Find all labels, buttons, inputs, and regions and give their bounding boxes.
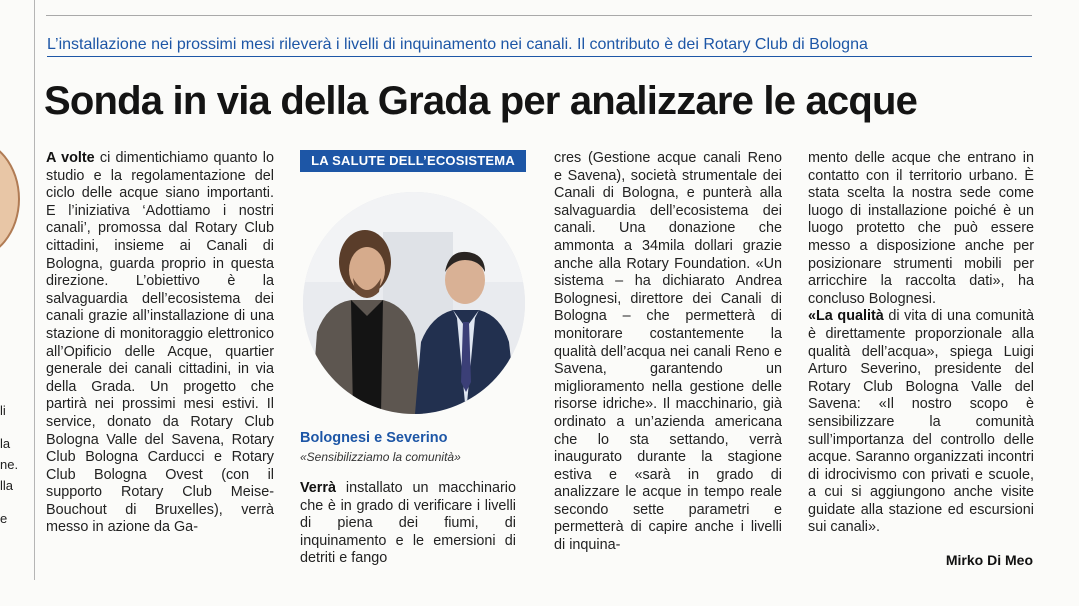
drop-lead: Verrà xyxy=(300,480,337,496)
adjacent-text-fragment: li xyxy=(0,403,6,418)
top-rule xyxy=(46,15,1032,16)
adjacent-text-fragment: la xyxy=(0,436,11,451)
paragraph-text: di vita di una comunità è direttamente proporzionale alla qualità dell’acqua», spiega Luigi Arturo Severino, presidente del Rotary Club Bologna Valle del Savena: «Il nostro scopo è sensibilizzare la comunità sull’importanza del controllo delle acque. Saranno organizzati incontri di idrocivismo con privati e scuole, a cui si aggiungono anche visite guidate alla stazione ed escursioni sui canali». xyxy=(808,308,1034,536)
article-column-3 xyxy=(554,150,782,574)
paragraph xyxy=(46,150,274,537)
paragraph xyxy=(808,308,1034,537)
portrait-photo-icon xyxy=(303,192,525,414)
portrait-photo xyxy=(303,192,525,414)
caption-quote: «Sensibilizziamo la comunità» xyxy=(300,450,461,464)
caption-name: Bolognesi e Severino xyxy=(300,430,448,446)
paragraph-text: mento delle acque che entrano in contatto con il territorio urbano. È stata scelta la nostra sede come luogo di installazione poiché è un luogo protetto che può essere messo a disposizione anche per posizionare strumenti mobili per arricchire la raccolta dati», ha concluso Bolognesi. xyxy=(808,150,1034,307)
author-byline: Mirko Di Meo xyxy=(945,552,1033,568)
column-divider xyxy=(34,0,35,580)
paragraph-text: cres (Gestione acque canali Reno e Savena), società strumentale dei Canali di Bologna, e punterà alla salvaguardia dell’ecosistema dei canali. Una donazione che ammonta a 34mila dollari grazie anche alla Rotary Foundation. «Un sistema – ha dichiarato Andrea Bolognesi, direttore dei Canali di Bologna – che permetterà di monitorare costantemente la qualità dell’acqua nei canali Reno e Savena, garantendo un miglioramento nella gestione delle risorse idriche». Il macchinario, già ordinato a un’azienda americana che lo sta settando, verrà inaugurato durante la stagione estiva e «sarà in grado di analizzare le acque in tempo reale secondo sette parametri e permetterà di capire anche i livelli di inquina- xyxy=(554,150,782,554)
article-column-4 xyxy=(808,150,1034,550)
drop-lead: A volte xyxy=(46,150,95,166)
paragraph-text: ci dimentichiamo quanto lo studio e la regolamentazione del ciclo delle acque siano importanti. E l’iniziativa ‘Adottiamo i nostri canali’, promossa dal Rotary Club cittadini, insieme ai Canali di Bologna, guarda proprio in questa direzione. L’obiettivo è la salvaguardia dell’ecosistema dei canali grazie all’installazione di una stazione di monitoraggio elettronico all’Opificio delle Acque, quartier generale dei canali cittadini, in via della Grada. Un progetto che partirà nei prossimi mesi estivi. Il service, donato da Rotary Club Bologna Valle del Savena, Rotary Club Bologna Carducci e Rotary Club Bologna Ovest (con il supporto Rotary Club Meise-Bouchout di Bruxelles), verrà messo in azione da Ga- xyxy=(46,150,274,536)
adjacent-text-fragment: lla xyxy=(0,478,14,493)
paragraph-text: installato un macchinario che è in grado di verificare i livelli di piena dei fiumi, di inquinamento e le emersioni di detriti e fango xyxy=(300,480,516,567)
article-title: Sonda in via della Grada per analizzare le acque xyxy=(44,79,918,123)
article-column-2 xyxy=(300,480,516,572)
section-rubric: LA SALUTE DELL’ECOSISTEMA xyxy=(300,150,526,172)
article-column-1 xyxy=(46,150,274,574)
adjacent-photo-fragment xyxy=(0,138,20,260)
drop-lead: «La qualità xyxy=(808,308,884,325)
paragraph xyxy=(300,480,516,568)
adjacent-text-fragment: ne. xyxy=(0,457,19,472)
adjacent-article-text xyxy=(0,400,20,529)
adjacent-text-fragment: e xyxy=(0,511,8,526)
article-subtitle: L’installazione nei prossimi mesi rileverà i livelli di inquinamento nei canali. Il contributo è dei Rotary Club di Bologna xyxy=(47,35,1032,57)
